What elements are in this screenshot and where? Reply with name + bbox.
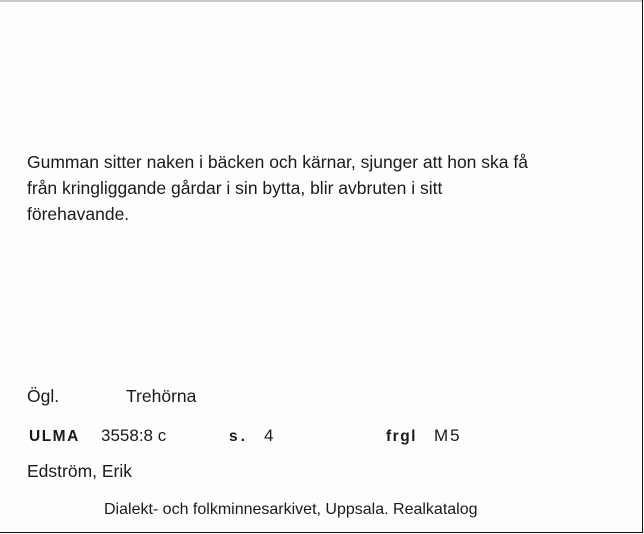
page-number: 4	[264, 426, 274, 445]
description-line: från kringliggande gårdar i sin bytta, blir avbruten i sitt	[27, 178, 443, 198]
archive-code: ULMA	[29, 428, 80, 445]
page-label: s.	[229, 428, 248, 445]
description-line: Gumman sitter naken i bäcken och kärnar, sjunger att hon ska få	[27, 152, 528, 172]
questionnaire-label: frgl	[386, 428, 417, 445]
province-label: Ögl.	[27, 386, 60, 406]
card-description	[27, 149, 627, 227]
collector-name: Edström, Erik	[27, 461, 133, 481]
parish-label: Trehörna	[126, 386, 197, 406]
questionnaire-value: M5	[434, 426, 462, 445]
record-number: 3558:8 c	[101, 426, 167, 445]
archive-footer: Dialekt- och folkminnesarkivet, Uppsala. Realkatalog	[104, 501, 478, 518]
description-line: förehavande.	[27, 204, 130, 224]
